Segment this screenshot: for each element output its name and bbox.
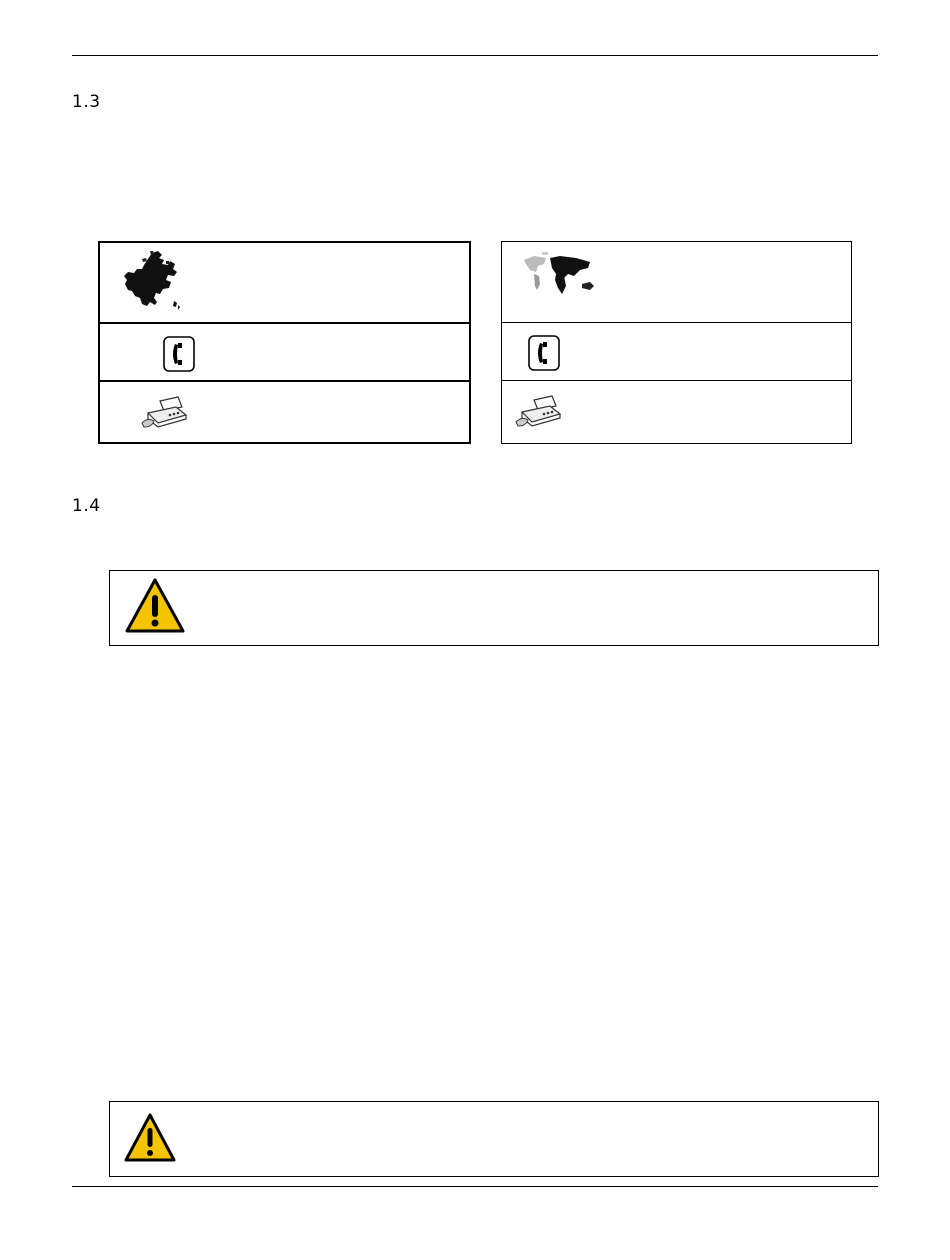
footer-rule bbox=[72, 1186, 878, 1187]
row-divider bbox=[100, 380, 469, 382]
contact-panel-north-america bbox=[98, 241, 471, 444]
section-heading-1-3: 1.3 bbox=[72, 92, 101, 112]
contact-panel-international bbox=[501, 241, 852, 444]
warning-triangle-icon bbox=[123, 1112, 177, 1164]
row-divider bbox=[502, 322, 851, 323]
row-divider bbox=[502, 380, 851, 381]
section-heading-1-4: 1.4 bbox=[72, 496, 101, 516]
north-america-map-icon bbox=[122, 249, 194, 313]
caution-box bbox=[109, 1101, 879, 1177]
phone-icon bbox=[527, 334, 561, 372]
warning-triangle-icon bbox=[124, 577, 186, 635]
world-map-icon bbox=[520, 250, 604, 306]
phone-icon bbox=[162, 335, 196, 373]
fax-icon bbox=[140, 395, 192, 433]
header-rule bbox=[72, 55, 878, 56]
fax-icon bbox=[514, 394, 566, 432]
caution-box bbox=[109, 570, 879, 646]
row-divider bbox=[100, 322, 469, 324]
